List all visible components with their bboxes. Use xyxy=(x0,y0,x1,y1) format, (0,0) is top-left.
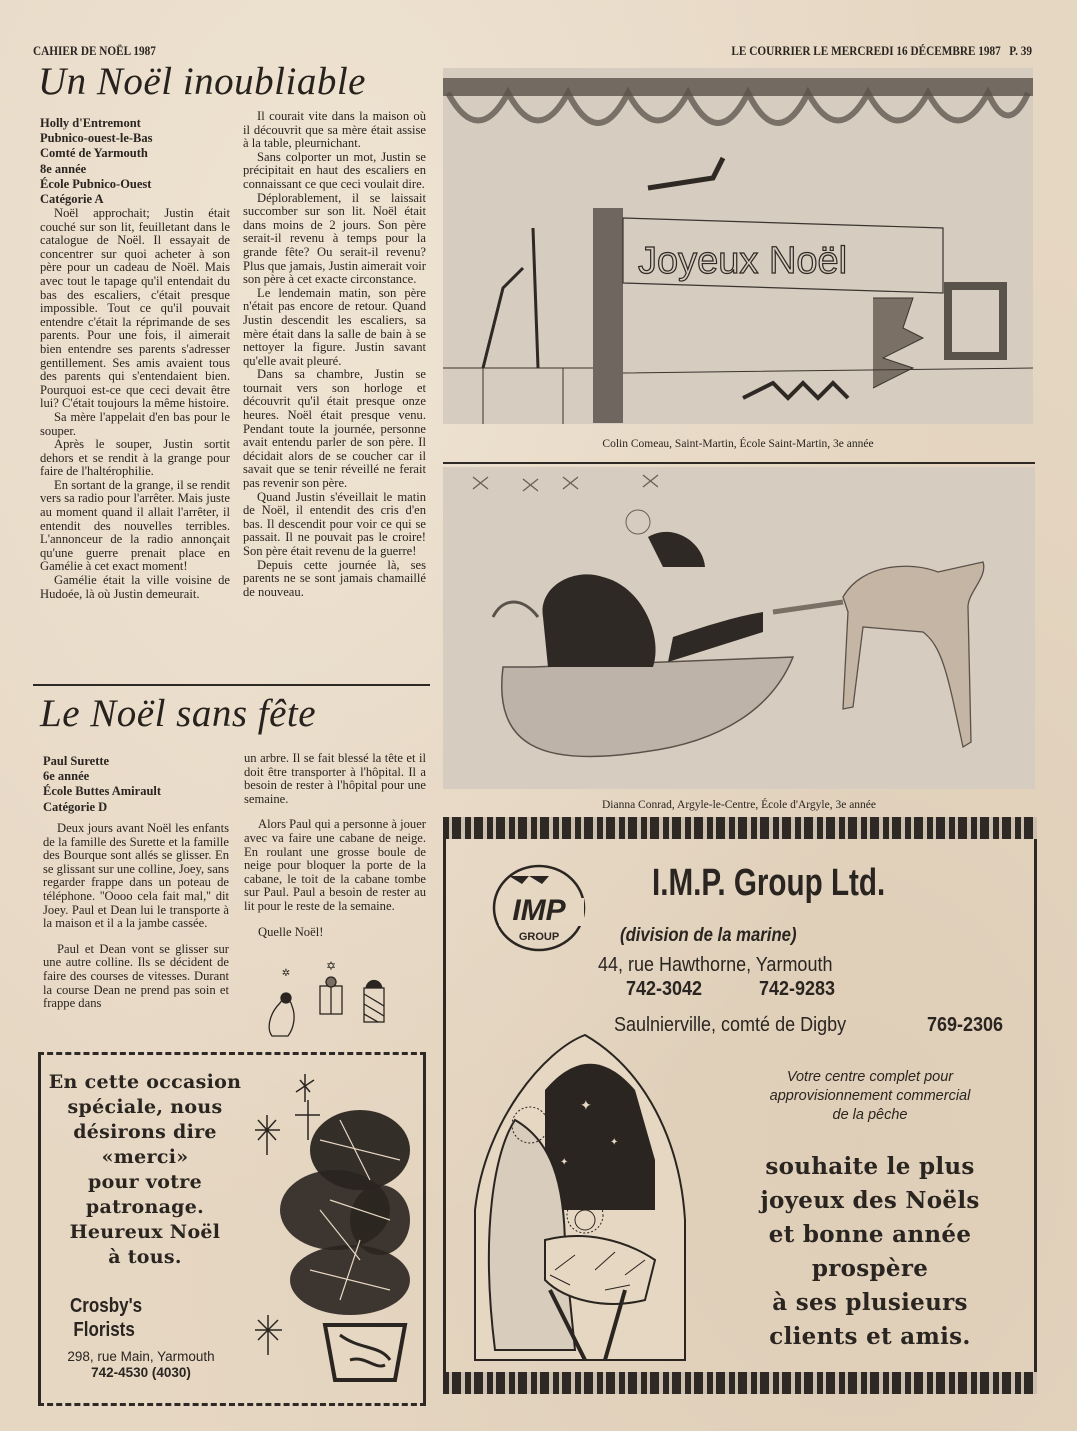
imp-division: (division de la marine) xyxy=(620,925,797,946)
greeting-line: joyeux des Noëls xyxy=(760,1187,980,1214)
star-icon: ✡ xyxy=(325,959,337,973)
paragraph: Alors Paul qui a personne à jouer avec va faire une cabane de neige. En roulant une grosse boule de neige pour bloquer la porte de la cabane, le toit de la cabane tombe sur Paul. Paul a besoin de rester au lit pour le reste de la semaine. xyxy=(244,817,426,913)
message-line: En cette occasion xyxy=(48,1071,242,1093)
gift-box-striped-icon xyxy=(364,988,384,1022)
paper-header: LE COURRIER LE MERCREDI 16 DÉCEMBRE 1987 P. 39 xyxy=(731,44,1032,58)
greeting-line: à ses plusieurs xyxy=(772,1289,968,1316)
paragraph: Gamélie était la ville voisine de Hudoée, là où Justin demeurait. xyxy=(40,573,230,601)
drawing1-caption: Colin Comeau, Saint-Martin, École Saint-Martin, 3e année xyxy=(602,438,874,450)
gifts-illustration xyxy=(258,958,398,1038)
byline-line: École Buttes Amirault xyxy=(43,784,162,799)
star-icon: ✦ xyxy=(580,1099,592,1114)
greeting-line: souhaite le plus xyxy=(765,1153,975,1180)
star-icon: ✦ xyxy=(610,1137,619,1148)
imp-branch: Saulnierville, comté de Digby xyxy=(614,1014,847,1036)
story1-column-2 xyxy=(243,110,426,599)
paragraph: Déplorablement, il se laissait succomber sur son lit. Noël était dans moins de 2 jours. Son père serait-il revenu à temps pour la grande fête? Ou serait-il revenu? Plus que jamais, Justin aimerait voir son père à cet exacte circonstance. xyxy=(243,190,426,287)
story2-column-1 xyxy=(43,822,229,1011)
story2-title: Le Noël sans fête xyxy=(40,692,317,735)
story1-byline xyxy=(40,116,230,207)
paragraph: Sa mère l'appelait d'en bas pour le souper. xyxy=(40,409,230,438)
byline-line: Catégorie D xyxy=(43,799,108,814)
section-header: CAHIER DE NOËL 1987 xyxy=(33,44,156,58)
paragraph: Quelle Noël! xyxy=(258,924,324,939)
story2-byline xyxy=(43,754,233,815)
santa-arm xyxy=(668,612,763,662)
paragraph: Il courait vite dans la maison où il découvrit que sa mère était assise à la table, pleurnichant. xyxy=(243,109,426,151)
greeting-line: et bonne année xyxy=(768,1221,972,1248)
message-line: «merci» xyxy=(101,1146,189,1168)
business-line: Crosby's xyxy=(70,1295,143,1317)
crosby-business-name xyxy=(70,1294,189,1342)
sparkle-icon xyxy=(255,1115,280,1155)
sign-text: Joyeux Noël xyxy=(638,240,848,282)
paragraph: Quand Justin s'éveillait le matin de Noël, il entendit des cris d'en bas. Il descendit pour voir ce qui se passait. Il ne pouvait pas le croire! Son père était revenu de la guerre! xyxy=(243,489,426,558)
byline-line: Holly d'Entremont xyxy=(40,116,141,130)
door-post xyxy=(593,208,623,423)
ornamental-border-bottom xyxy=(443,1372,1037,1394)
tagline-line: Votre centre complet pour xyxy=(786,1069,954,1085)
nativity-illustration xyxy=(455,1030,700,1370)
message-line: à tous. xyxy=(108,1246,182,1268)
infant xyxy=(575,1210,595,1230)
flower-pot xyxy=(325,1325,405,1380)
byline-line: 8e année xyxy=(40,161,87,176)
business-line: Florists xyxy=(73,1319,135,1341)
paragraph: Sans colporter un mot, Justin se précipitait en haut des escaliers en connaissant ce que ceci voulait dire. xyxy=(243,149,426,191)
byline-line: Paul Surette xyxy=(43,754,110,768)
star-icon: ✲ xyxy=(281,968,291,979)
imp-address: 44, rue Hawthorne, Yarmouth xyxy=(598,954,833,976)
imp-company-name: I.M.P. Group Ltd. xyxy=(652,862,886,904)
imp-logo xyxy=(484,858,594,958)
tagline-line: approvisionnement commercial xyxy=(769,1088,971,1104)
crosby-message xyxy=(45,1070,245,1270)
imp-greeting xyxy=(720,1150,1020,1354)
sleigh xyxy=(502,657,793,757)
reins xyxy=(773,602,843,612)
message-line: désirons dire xyxy=(73,1121,217,1143)
sparkle-icon xyxy=(255,1315,282,1355)
paragraph: Depuis cette journée là, ses parents ne se sont jamais chamaillé de nouveau. xyxy=(243,557,426,599)
byline-line: 6e année xyxy=(43,769,90,784)
section-divider xyxy=(33,684,430,686)
drawing2-caption: Dianna Conrad, Argyle-le-Centre, École d'Argyle, 3e année xyxy=(601,799,877,811)
drawing-santa-sleigh xyxy=(443,467,1035,789)
figure xyxy=(483,228,538,368)
imp-logo-group: GROUP xyxy=(518,931,560,943)
santa-hat xyxy=(648,532,705,567)
story2-column-2 xyxy=(244,752,426,939)
child-drawing-1 xyxy=(443,68,1033,424)
paragraph: Paul et Dean vont se glisser sur une autre colline. Ils se décident de faire des courses de vitesses. Durant la course Dean ne prend pas soin et frappe dans xyxy=(43,941,229,1011)
paragraph: Dans sa chambre, Justin se tournait vers son horloge et découvrit qu'il était presque onze heures. Noël était presque venu. Pendant toute la journée, personne avait entendu parler de son père. Il décidait alors de se coucher car il savait que se tenir réveillé ne ferait pas revenir son père. xyxy=(243,367,426,491)
greeting-line: prospère xyxy=(811,1255,929,1282)
imp-phone-2: 742-9283 xyxy=(759,978,836,1000)
imp-logo-mark: IMP xyxy=(512,894,566,927)
reindeer xyxy=(843,562,984,747)
angel-bow xyxy=(281,993,291,1003)
crosby-address: 298, rue Main, Yarmouth xyxy=(67,1349,215,1364)
paragraph: Le lendemain matin, son père n'était pas encore de retour. Quand Justin descendit les escaliers, sa mère était dans la salle de bain à se nettoyer la figure. Justin savant qu'elle avait pleuré. xyxy=(243,285,426,368)
stars xyxy=(473,475,658,491)
paragraph: un arbre. Il se fait blessé la tête et il doit être transporter à l'hôpital. Il a besoin de rester à l'hôpital pour une semaine. xyxy=(244,751,426,806)
byline-line: École Pubnico-Ouest xyxy=(40,176,152,191)
message-line: pour votre xyxy=(88,1171,202,1193)
child-drawing-2 xyxy=(443,467,1035,789)
crosby-phone: 742-4530 (4030) xyxy=(91,1365,191,1380)
byline-line: Pubnico-ouest-le-Bas xyxy=(40,131,153,146)
drawing-joyeux-noel xyxy=(443,68,1033,424)
paragraph: En sortant de la grange, il se rendit vers sa radio pour l'arrêter. Mais juste au moment quand il allait l'arrêter, il entendit des nouvelles terribles. L'annonceur de la radio annonçait qu'une guerre prenait place en Gamélie à cet exact moment! xyxy=(40,477,230,574)
byline-line: Catégorie A xyxy=(40,192,104,207)
section-divider xyxy=(443,462,1035,464)
imp-phone-1: 742-3042 xyxy=(626,978,703,1000)
imp-branch-phone: 769-2306 xyxy=(927,1014,1004,1036)
greeting-line: clients et amis. xyxy=(769,1323,971,1350)
paragraph: Deux jours avant Noël les enfants de la famille des Surette et la famille des Bourque sont allés se glisser. En se glissant sur une colline, Joey, sans regarder frappe dans un poteau de téléphone. ''Oooo cela fait mal,'' dit Joey. Paul et Dean lui le transporte à la maison et il a la jambe cassée. xyxy=(43,821,229,931)
story1-title: Un Noël inoubliable xyxy=(38,60,366,103)
star-icon: ✦ xyxy=(560,1157,569,1168)
story1-column-1 xyxy=(40,207,230,601)
angel-figure xyxy=(269,999,294,1036)
message-line: patronage. xyxy=(85,1196,205,1218)
paragraph: Après le souper, Justin sortit dehors et se rendit à la grange pour faire de l'haltérophilie. xyxy=(40,437,230,479)
message-line: Heureux Noël xyxy=(69,1221,221,1243)
window xyxy=(948,286,1003,356)
imp-tagline xyxy=(730,1068,1010,1125)
garland xyxy=(448,93,1028,123)
tagline-line: de la pêche xyxy=(832,1107,908,1123)
sparkle-icon xyxy=(296,1074,314,1102)
poinsettia-illustration xyxy=(240,1060,420,1390)
message-line: spéciale, nous xyxy=(67,1096,223,1118)
byline-line: Comté de Yarmouth xyxy=(40,146,148,161)
paragraph: Noël approchait; Justin était couché sur son lit, feuilletant dans le catalogue de Noël. Il essayait de concentrer sur quoi acheter à son père pour un cadeau de Noël. Mais avec tout le tapage qu'il entendait du bas des escaliers, c'était presque impossible. Tout ce qu'il pouvait entendre c'était la réprimande de ses parents. Pour une fois, il aimerait bien entendre ses parents s'adresser gentillement. Ses amis avaient tous des parents qui s'entendaient bien. Pourquoi est-ce que ceci devait être lui? C'était toujours la même histoire. xyxy=(40,206,230,411)
gift-sack xyxy=(543,574,656,667)
ornamental-border-top xyxy=(443,817,1037,839)
